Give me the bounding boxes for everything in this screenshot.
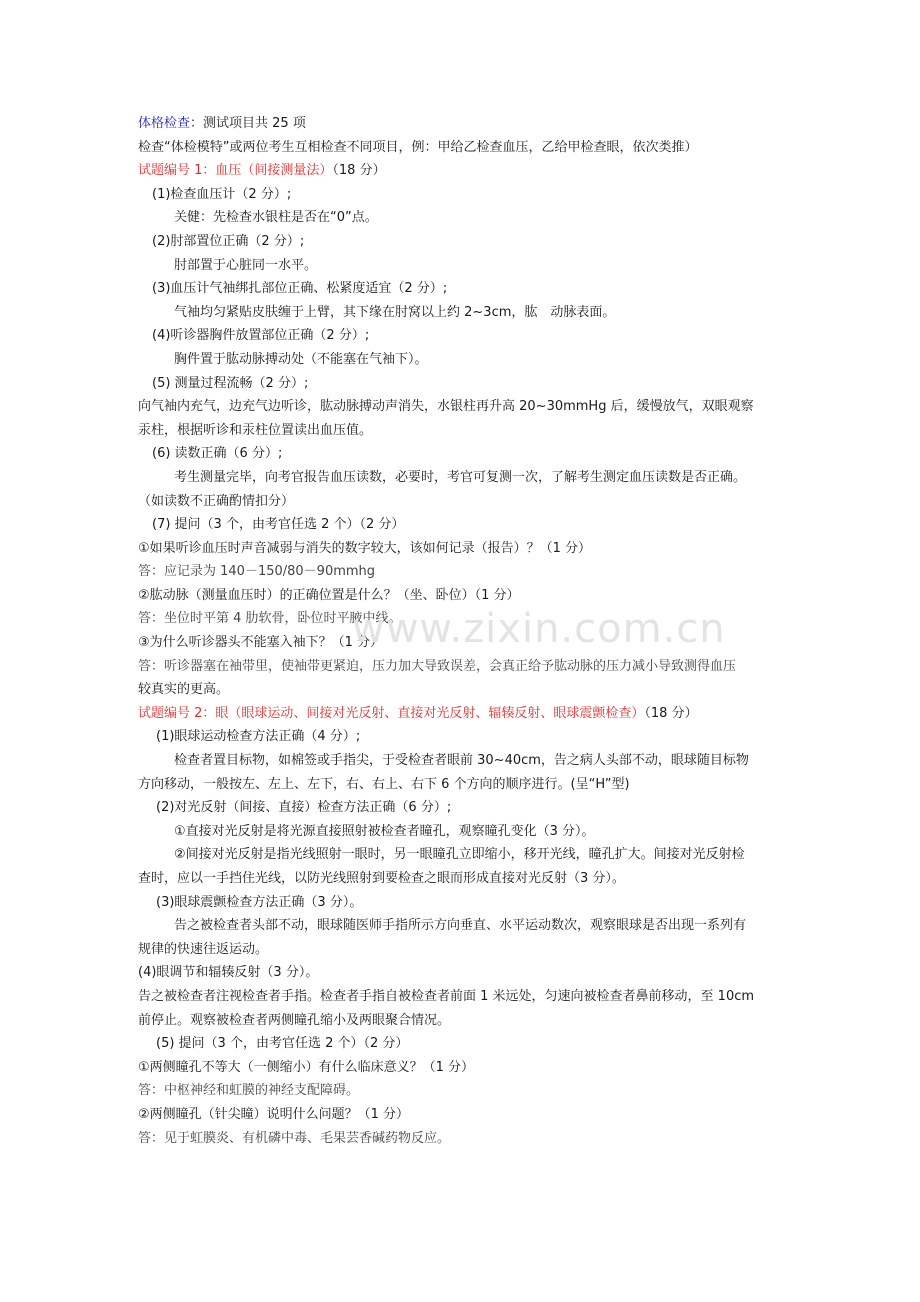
question-2-score: （18 分）	[644, 705, 698, 721]
item-heading: (3)血压计气袖绑扎部位正确、松紧度适宜（2 分）;	[152, 281, 448, 297]
item-heading: (4)听诊器胸件放置部位正确（2 分）;	[152, 328, 370, 344]
item-detail: 告之被检查者注视检查者手指。检查者手指自被检查者前面 1 米远处，匀速向被检查者鼻前移动，至 10cm	[138, 988, 755, 1004]
item-heading: (4)眼调节和辐辏反射（3 分）。	[138, 965, 319, 981]
answer-line: 答：应记录为 140－150/80－90mmhg	[138, 564, 376, 580]
item-heading: (1)检查血压计（2 分）;	[152, 186, 292, 202]
item-detail: ②间接对光反射是指光线照射一眼时，另一眼瞳孔立即缩小，移开光线，瞳孔扩大。间接对光反射检	[174, 847, 745, 863]
item-detail: 考生测量完毕，向考官报告血压读数，必要时，考官可复测一次，了解考生测定血压读数是否正确。	[174, 469, 747, 485]
document-body	[138, 112, 788, 1150]
item-detail: 胸件置于肱动脉搏动处（不能塞在气袖下）。	[174, 351, 428, 367]
question-line: ③为什么听诊器头不能塞入袖下？（1 分）	[138, 635, 384, 651]
item-heading: (5) 测量过程流畅（2 分）;	[152, 375, 309, 391]
item-detail: 查时，应以一手挡住光线，以防光线照射到要检查之眼而形成直接对光反射（3 分）。	[138, 871, 625, 886]
item-heading: (6) 读数正确（6 分）;	[152, 446, 283, 462]
section-subtitle: ：测试项目共 25 项	[190, 116, 306, 131]
question-1-heading	[138, 159, 788, 183]
question-2-heading	[138, 702, 788, 726]
item-detail: 告之被检查者头部不动，眼球随医师手指所示方向垂直、水平运动数次，观察眼球是否出现一系列有	[174, 918, 747, 934]
question-line: ②肱动脉（测量血压时）的正确位置是什么？（坐、卧位）（1 分）	[138, 587, 520, 603]
item-heading: (5) 提问（3 个，由考官任选 2 个）（2 分）	[156, 1036, 409, 1052]
item-detail: 前停止。观察被检查者两侧瞳孔缩小及两眼聚合情况。	[138, 1012, 451, 1028]
intro-line	[138, 112, 788, 136]
item-heading: (3)眼球震颤检查方法正确（3 分）。	[156, 894, 363, 910]
item-heading: (1)眼球运动检查方法正确（4 分）;	[156, 729, 361, 745]
item-detail: 规律的快速往返运动。	[138, 941, 269, 957]
question-line: ②两侧瞳孔（针尖瞳）说明什么问题？（1 分）	[138, 1106, 410, 1122]
question-1-score: （18 分）	[332, 163, 386, 179]
item-heading: (7) 提问（3 个，由考官任选 2 个）（2 分）	[152, 517, 405, 533]
answer-line: 较真实的更高。	[138, 682, 230, 698]
item-detail: 检查者置目标物，如棉签或手指尖，于受检查者眼前 30~40cm，告之病人头部不动，眼球随目标物	[174, 753, 749, 769]
item-detail: 气袖均匀紧贴皮肤缠于上臂，其下缘在肘窝以上约 2~3cm，肱 动脉表面。	[174, 304, 616, 320]
item-detail: （如读数不正确酌情扣分）	[138, 493, 295, 509]
item-heading: (2)对光反射（间接、直接）检查方法正确（6 分）;	[156, 800, 452, 816]
item-detail: ①直接对光反射是将光源直接照射被检查者瞳孔，观察瞳孔变化（3 分）。	[174, 823, 595, 839]
item-heading: (2)肘部置位正确（2 分）;	[152, 233, 305, 249]
answer-line: 答：坐位时平第 4 肋软骨，卧位时平腋中线。	[138, 611, 402, 627]
question-1-title: 试题编号 1：血压（间接测量法）	[138, 163, 333, 179]
item-detail: 肘部置于心脏同一水平。	[174, 257, 318, 273]
intro-note: 检查“体检模特”或两位考生互相检查不同项目，例：甲给乙检查血压，乙给甲检查眼，依次类推）	[138, 139, 698, 155]
answer-line: 答：听诊器塞在袖带里，使袖带更紧迫，压力加大导致误差，会真正给予肱动脉的压力减小导致测得血压	[138, 658, 737, 674]
item-detail: 向气袖内充气，边充气边听诊，肱动脉搏动声消失，水银柱再升高 20~30mmHg 后，缓慢放气，双眼观察	[138, 399, 754, 415]
watermark: www.zixin.com.cn	[352, 606, 726, 652]
question-line: ①两侧瞳孔不等大（一侧缩小）有什么临床意义？（1 分）	[138, 1059, 475, 1075]
item-detail: 汞柱，根据听诊和汞柱位置读出血压值。	[138, 422, 373, 438]
answer-line: 答：中枢神经和虹膜的神经支配障碍。	[138, 1083, 360, 1099]
question-line: ①如果听诊血压时声音减弱与消失的数字较大，该如何记录（报告）？（1 分）	[138, 540, 592, 556]
answer-line: 答：见于虹膜炎、有机磷中毒、毛果芸香碱药物反应。	[138, 1130, 451, 1146]
question-2-title: 试题编号 2：眼（眼球运动、间接对光反射、直接对光反射、辐辏反射、眼球震颤检查）	[138, 705, 645, 721]
section-title: 体格检查	[138, 116, 191, 131]
item-detail: 方向移动，一般按左、左上、左下，右、右上、右下 6 个方向的顺序进行。(呈“H”型)	[138, 776, 630, 792]
item-detail: 关健：先检查水银柱是否在“0”点。	[174, 210, 378, 226]
